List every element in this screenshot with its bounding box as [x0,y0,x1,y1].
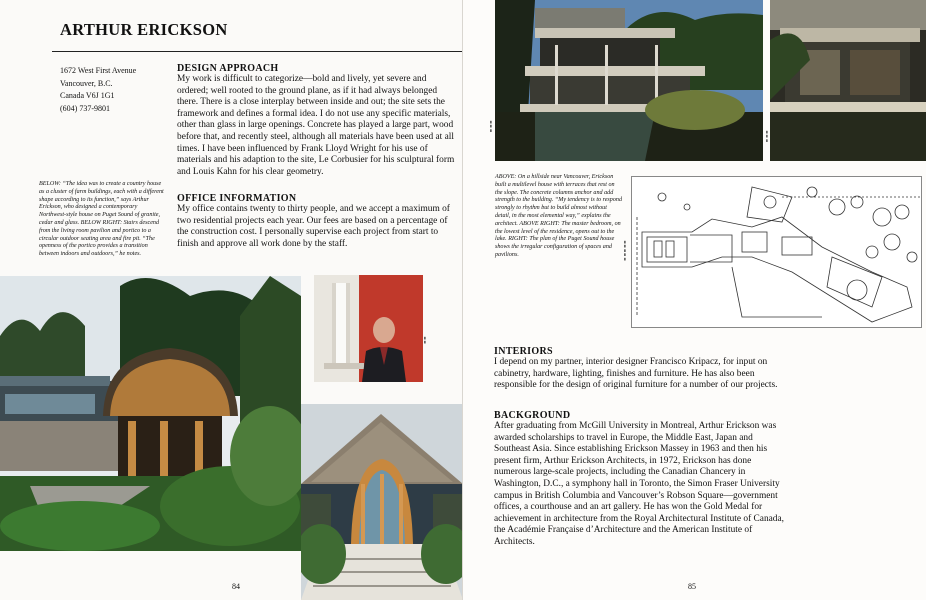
interiors-text: I depend on my partner, interior designer Francisco Kripacz, for input on cabinetry, hardware, lighting, finishes and furniture. He has also been responsible for the design of original furniture for a number of our projects. [494,357,778,391]
page-number: 84 [232,582,240,591]
photo-credit-stamp: ▮▮▮ [489,120,493,133]
design-approach-section [177,63,459,178]
background-heading: BACKGROUND [494,410,571,421]
address-block [60,65,172,115]
page-number: 85 [688,582,696,591]
office-information-heading: OFFICE INFORMATION [177,193,297,204]
address-line: (604) 737-9801 [60,103,110,113]
interiors-heading: INTERIORS [494,346,553,357]
photo-credit-stamp: ▮▮▮▮▮ [623,240,627,261]
hillside-terraces-photo [495,0,763,161]
left-photo-caption: BELOW: “The idea was to create a country house as a cluster of farm buildings, each with a different shape according to its function,” says Arthur Erickson, who designed a contemporary Northwest-style house on Puget Sound of granite, cedar and glass. BELOW RIGHT: Stairs descend from the living room pavilion and portico to a circular outdoor seating area and fire pit. “The openness of the portico provides a transition between indoors and outdoors,” he notes. [39,181,164,258]
design-approach-heading: DESIGN APPROACH [177,63,279,74]
address-line: 1672 West First Avenue [60,66,137,75]
page-title: ARTHUR ERICKSON [60,20,228,39]
address-line: Vancouver, B.C. [60,78,113,88]
background-section [494,410,784,549]
architect-portrait-photo [314,275,423,382]
background-text: After graduating from McGill University in Montreal, Arthur Erickson was awarded scholarships to travel in Europe, the Middle East, Japan and Southeast Asia. Since establishing Erickson Massey in 1963 and then his present firm, Arthur Erickson Architects, in 1972, Erickson has done numerous large-scale projects, including the Canadian Chancery in Washington, D.C., a symphony hall in Toronto, the Simon Fraser University campus in British Columbia and Vancouver’s Robson Square—government offices, a courthouse and an art gallery. He has won the Gold Medal for achievement in architecture from the Royal Architectural Institute of Canada, the Académie Française d’Architecture and the American Institute of Architects. [494,421,784,547]
right-page [463,0,926,600]
puget-sound-house-photo [0,276,301,551]
interiors-section [494,346,784,392]
office-information-text: My office contains twenty to thirty people, and we accept a maximum of two residential projects each year. Our fees are based on a percentage of the construction cost. I personally supervise each project from start to finish and approve all work done by the staff. [177,204,450,249]
photo-credit-stamp: ▮ ▮ [424,336,427,344]
title-rule [52,51,463,52]
office-information-section [177,193,459,250]
floor-plan-drawing [631,176,922,328]
right-photo-caption: ABOVE: On a hillside near Vancouver, Erickson built a multilevel house with terraces that rest on the slope. The concrete columns anchor and add strength to the building. “My tendency is to respond strongly to rhythm but to build almost without detail, in the most elemental way,” explains the architect. ABOVE RIGHT: The master bedroom, on the lowest level of the residence, opens out to the lake. RIGHT: The plan of the Puget Sound house shows the irregular configuration of spaces and pavilions. [495,174,622,258]
master-bedroom-lake-photo [770,0,926,161]
design-approach-text: My work is difficult to categorize—bold and lively, yet severe and ordered; well rooted to the ground plane, as if it had always belonged there. There is a close interplay between inside and out; the site sets the framework and defines a formal idea. I do not use any specific materials, other than glass in large openings. Concrete has played a large part, wood before that, and recently steel, although all materials have been used at all times. I have been influenced by Frank Lloyd Wright for his use of materials and his adaption to the site, Le Corbusier for his sculptural form and Louis Kahn for his clear geometry. [177,74,455,177]
photo-credit-stamp: ▮▮▮ [765,130,769,143]
address-line: Canada V6J 1G1 [60,91,115,100]
portico-stairs-photo [301,404,463,600]
